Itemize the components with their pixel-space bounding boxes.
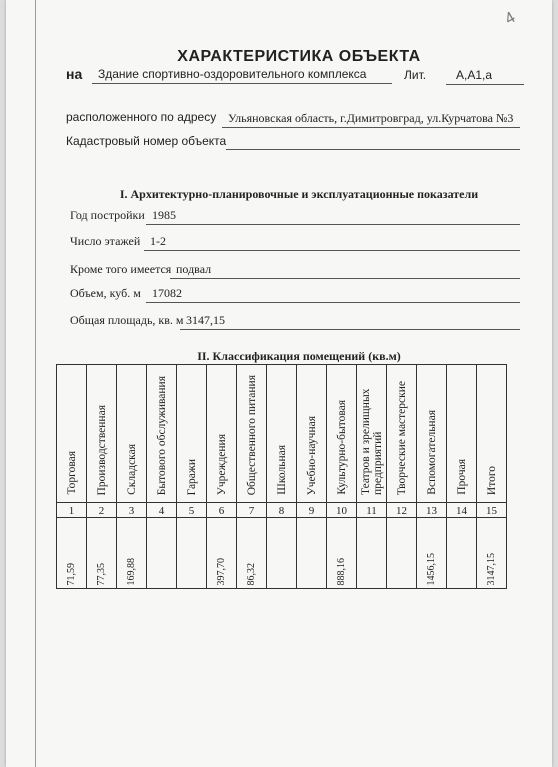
- table-number-cell: 14: [447, 503, 477, 518]
- table-header-cell: Итого: [477, 365, 507, 503]
- table-number-cell: 3: [117, 503, 147, 518]
- table-header-row: [57, 365, 507, 503]
- field-label-volume: Объем, куб. м: [70, 286, 141, 300]
- field-value-area: 3147,15: [186, 313, 225, 327]
- table-value-cell: 71,59: [57, 518, 87, 589]
- table-value-cell: 1456,15: [417, 518, 447, 589]
- table-value-cell: [357, 518, 387, 589]
- classification-table: [56, 364, 507, 589]
- address-label: расположенного по адресу: [66, 110, 217, 124]
- lit-value: А,А1,а: [456, 68, 493, 82]
- page-number: 4: [502, 8, 519, 29]
- field-value-year: 1985: [152, 208, 176, 222]
- table-header-cell: Складская: [117, 365, 147, 503]
- table-value-cell: [177, 518, 207, 589]
- table-header-cell: Торговая: [57, 365, 87, 503]
- field-underline-area: [180, 329, 520, 330]
- address-value: Ульяновская область, г.Димитровград, ул.Курчатова №3: [228, 111, 514, 125]
- table-header-cell: Производственная: [87, 365, 117, 503]
- table-number-cell: 8: [267, 503, 297, 518]
- table-number-cell: 10: [327, 503, 357, 518]
- document-title: ХАРАКТЕРИСТИКА ОБЪЕКТА: [177, 48, 421, 65]
- table-number-row: [57, 503, 507, 518]
- object-prefix: на: [66, 66, 83, 82]
- table-header-cell: Общественного питания: [237, 365, 267, 503]
- table-header-cell: Школьная: [267, 365, 297, 503]
- field-label-area: Общая площадь, кв. м: [70, 313, 184, 327]
- table-value-cell: 86,32: [237, 518, 267, 589]
- object-name-underline: [92, 83, 392, 84]
- field-value-volume: 17082: [152, 286, 182, 300]
- table-value-cell: 888,16: [327, 518, 357, 589]
- lit-label: Лит.: [404, 68, 427, 82]
- table-number-cell: 4: [147, 503, 177, 518]
- table-header-cell: Вспомогательная: [417, 365, 447, 503]
- section2-title: II. Классификация помещений (кв.м): [197, 349, 401, 363]
- table-number-cell: 13: [417, 503, 447, 518]
- table-number-cell: 12: [387, 503, 417, 518]
- table-number-cell: 11: [357, 503, 387, 518]
- table-header-cell: Учебно-научная: [297, 365, 327, 503]
- table-value-cell: [267, 518, 297, 589]
- table-number-cell: 15: [477, 503, 507, 518]
- field-underline-floors: [144, 250, 520, 251]
- table-value-cell: [297, 518, 327, 589]
- cadastral-label: Кадастровый номер объекта: [66, 134, 227, 148]
- table-header-cell: Театров и зрелищных предприятий: [357, 365, 387, 503]
- field-label-floors: Число этажей: [70, 234, 141, 248]
- section1-title: I. Архитектурно-планировочные и эксплуатационные показатели: [119, 187, 479, 201]
- table-value-cell: [447, 518, 477, 589]
- table-header-cell: Культурно-бытовая: [327, 365, 357, 503]
- table-value-row: [57, 518, 507, 589]
- field-underline-year: [146, 224, 520, 225]
- table-value-cell: 397,70: [207, 518, 237, 589]
- table-header-cell: Бытового обслуживания: [147, 365, 177, 503]
- field-value-extra: подвал: [176, 262, 212, 276]
- table-value-cell: 77,35: [87, 518, 117, 589]
- table-number-cell: 2: [87, 503, 117, 518]
- table-number-cell: 9: [297, 503, 327, 518]
- table-number-cell: 7: [237, 503, 267, 518]
- object-name: Здание спортивно-оздоровительного комплекса: [98, 67, 367, 81]
- address-underline: [222, 127, 520, 128]
- table-value-cell: 169,88: [117, 518, 147, 589]
- table-header-cell: Творческие мастерские: [387, 365, 417, 503]
- cadastral-underline: [226, 149, 520, 150]
- table-header-cell: Гаражи: [177, 365, 207, 503]
- table-header-cell: Учреждения: [207, 365, 237, 503]
- field-underline-volume: [146, 302, 520, 303]
- table-number-cell: 5: [177, 503, 207, 518]
- binding-edge-line: [35, 0, 36, 767]
- field-underline-extra: [170, 278, 520, 279]
- field-value-floors: 1-2: [150, 234, 166, 248]
- table-number-cell: 6: [207, 503, 237, 518]
- table-header-cell: Прочая: [447, 365, 477, 503]
- field-label-extra: Кроме того имеется: [70, 262, 172, 276]
- table-number-cell: 1: [57, 503, 87, 518]
- table-value-cell: 3147,15: [477, 518, 507, 589]
- field-label-year: Год постройки: [70, 208, 145, 222]
- table-value-cell: [147, 518, 177, 589]
- lit-underline: [446, 84, 524, 85]
- table-value-cell: [387, 518, 417, 589]
